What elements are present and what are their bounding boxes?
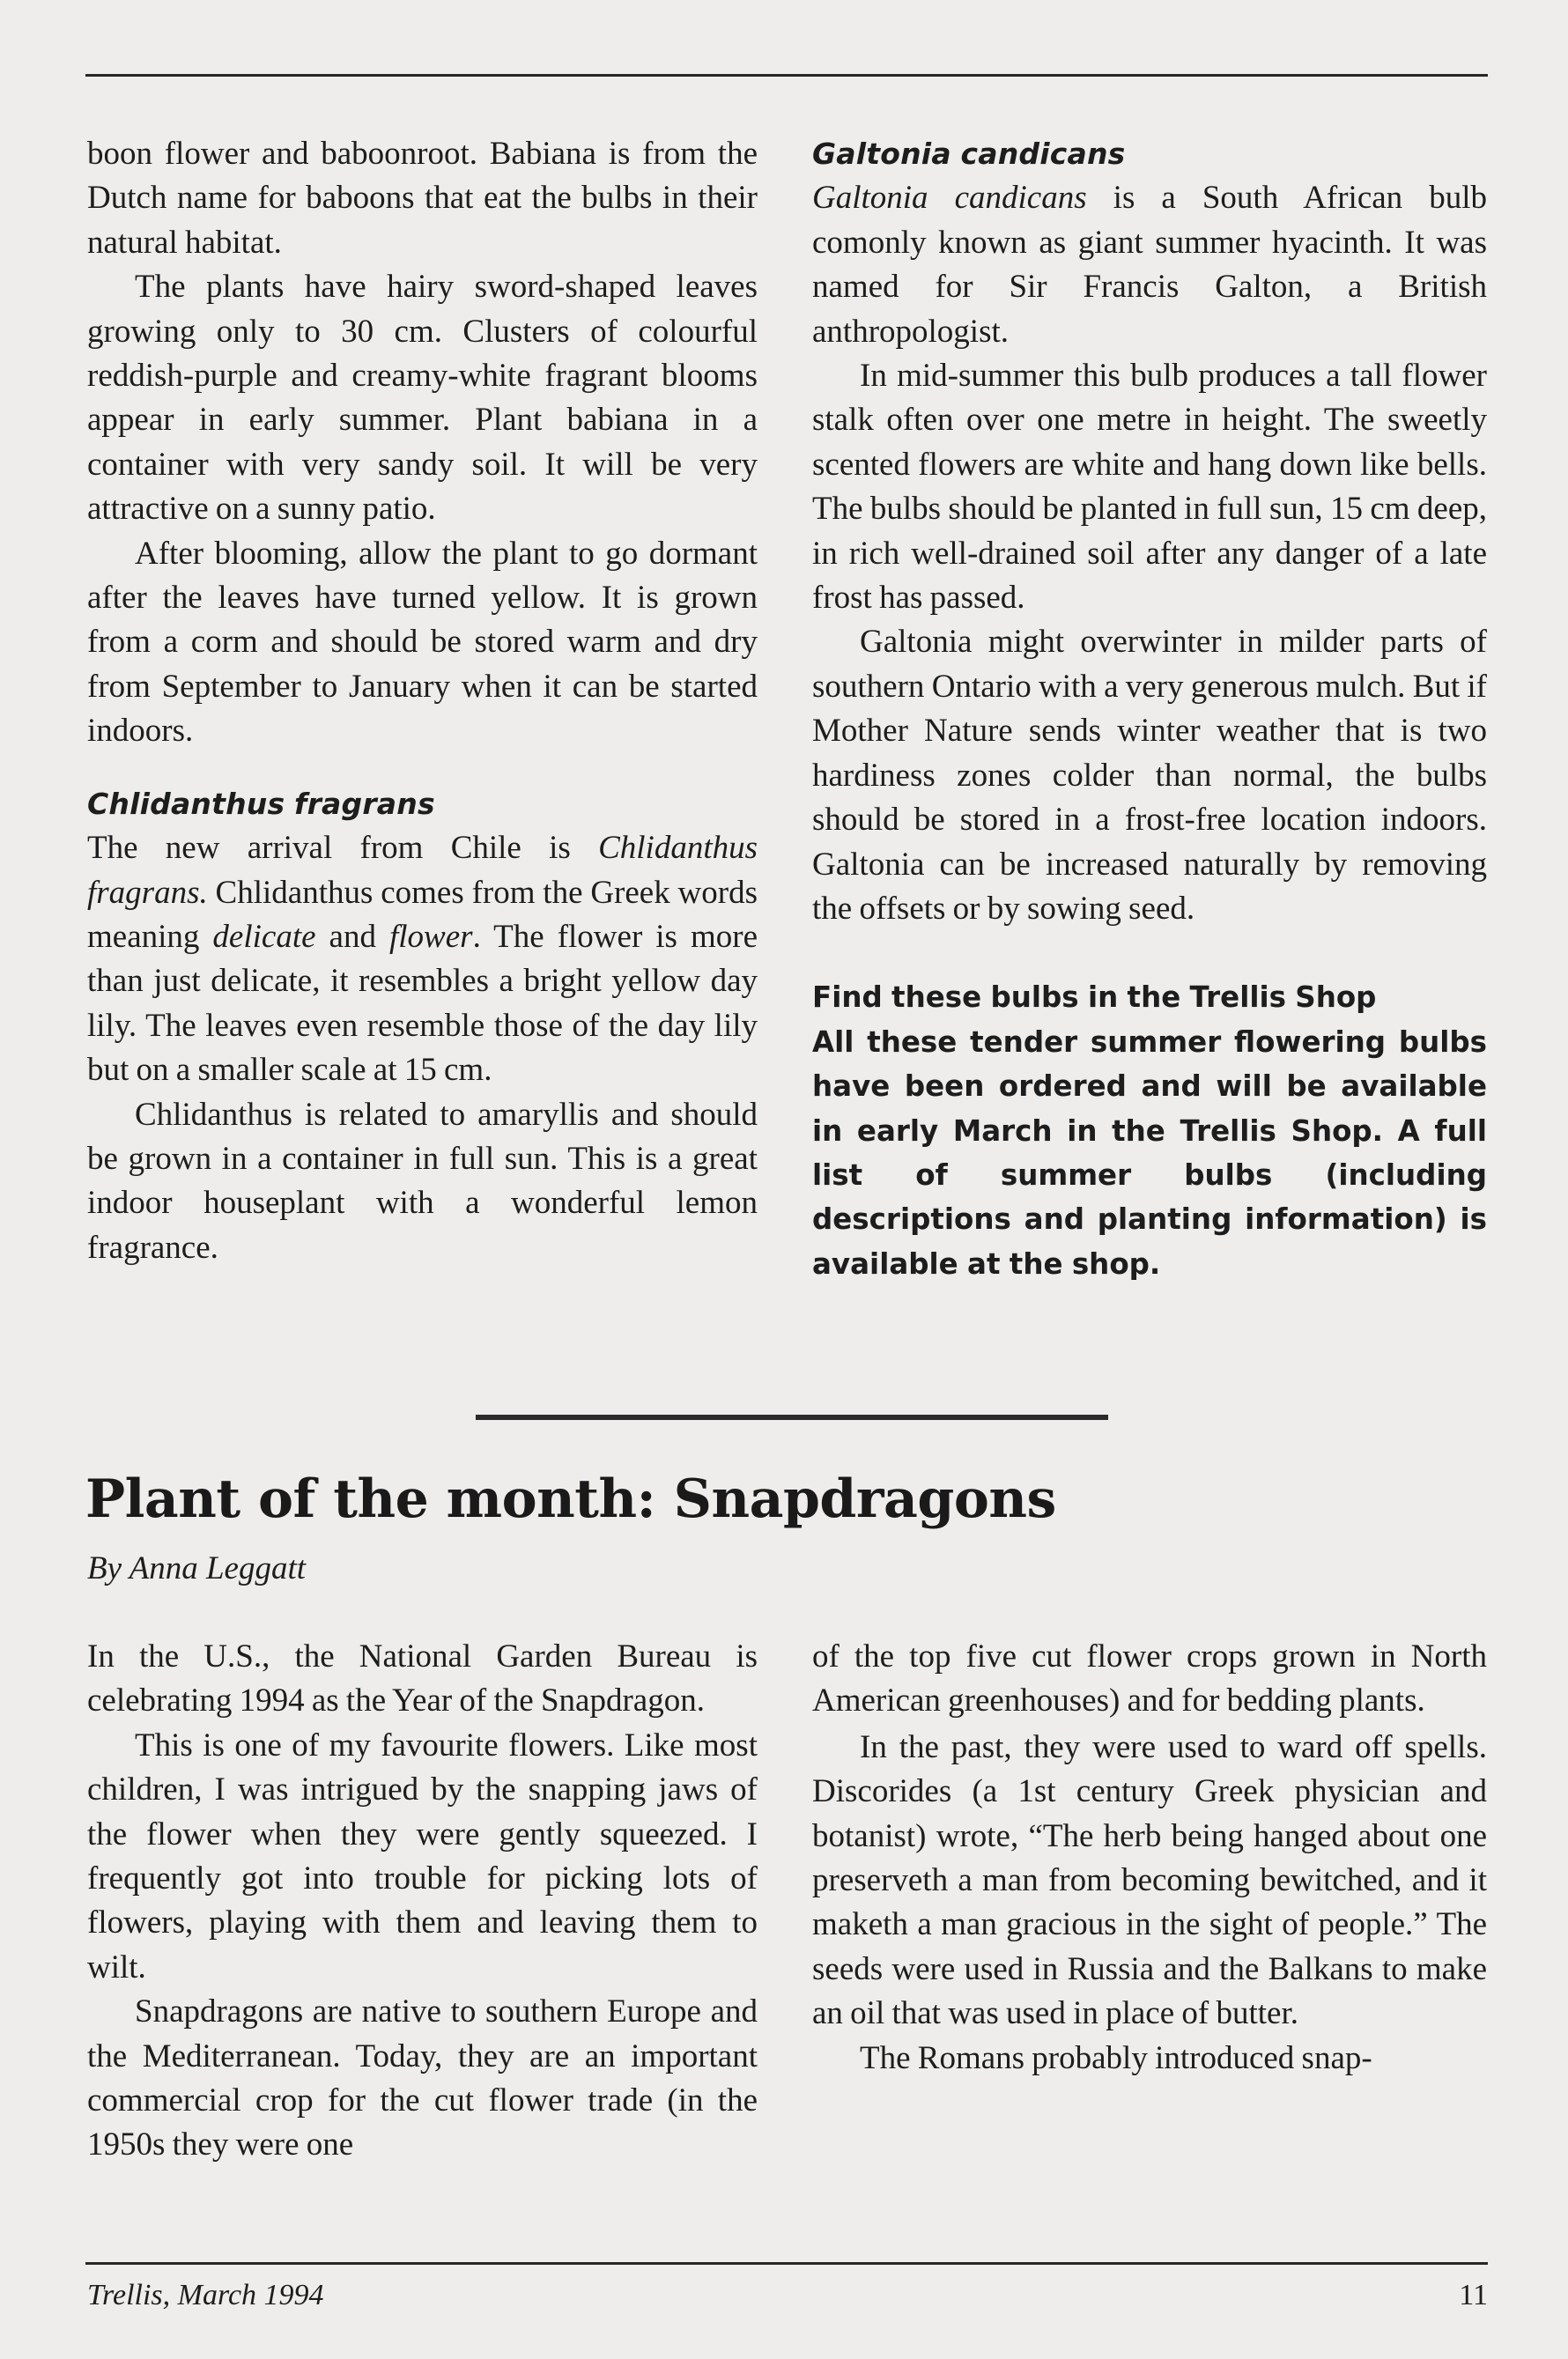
column-2 <box>812 132 1487 1286</box>
snapdragon-paragraph-5: In the past, they were used to ward off spells. Discorides (a 1st century Greek physician and botanist) wrote, “The herb being hanged about one preserveth a man from becoming bewitched, and it maketh a man gracious in the sight of people.” The seeds were used in Russia and the Balkans to make an oil that was used in place of butter. <box>812 1728 1487 2032</box>
galtonia-heading: Galtonia candicans <box>812 137 1126 171</box>
shop-text: All these tender summer flowering bulbs have been ordered and will be available in early March in the Trellis Shop. A full list of summer bulbs (including descriptions and planting information) is available at the shop. <box>812 1024 1487 1281</box>
chlidanthus-paragraph-2: Chlidanthus is related to amaryllis and should be grown in a container in full sun. This is a great indoor houseplant with a wonderful lemon fragrance. <box>87 1096 758 1266</box>
babiana-paragraph-2: The plants have hairy sword-shaped leaves growing only to 30 cm. Clusters of colourful reddish-purple and creamy-white fragrant blooms appear in early summer. Plant babiana in a container with very sandy soil. It will be very attractive on a sunny patio. <box>87 269 758 528</box>
snapdragon-paragraph-3: Snapdragons are native to southern Europe and the Mediterranean. Today, they are an important commercial crop for the cut flower trade (in the 1950s they were one <box>87 1993 758 2163</box>
galtonia-paragraph-3: Galtonia might overwinter in milder parts of southern Ontario with a very generous mulch. But if Mother Nature sends winter weather that is two hardiness zones colder than normal, the bulbs should be stored in a frost-free location indoors. Galtonia can be increased naturally by removing the offsets or by sowing seed. <box>812 624 1487 927</box>
footer-publication: Trellis, March 1994 <box>87 2279 324 2311</box>
column-3 <box>87 1635 758 2168</box>
top-rule <box>85 74 1488 77</box>
article-title: Plant of the month: Snapdragons <box>85 1468 1056 1530</box>
snapdragon-paragraph-4: of the top five cut flower crops grown in North American greenhouses) and for bedding plants. <box>812 1638 1487 1719</box>
bottom-rule <box>85 2262 1488 2265</box>
chlidanthus-heading: Chlidanthus fragrans <box>87 786 435 821</box>
chlidanthus-paragraph-1: The new arrival from Chile is Chlidanthus fragrans. Chlidanthus comes from the Greek words meaning delicate and flower. The flower is more than just delicate, it resembles a bright yellow day lily. The leaves even resemble those of the day lily but on a smaller scale at 15 cm. <box>87 830 758 1089</box>
babiana-paragraph-3: After blooming, allow the plant to go dormant after the leaves have turned yellow. It is grown from a corm and should be stored warm and dry from September to January when it can be started indoors. <box>87 535 758 750</box>
galtonia-paragraph-1: Galtonia candicans is a South African bulb comonly known as giant summer hyacinth. It was named for Sir Francis Galton, a British anthropologist. <box>812 180 1487 350</box>
page-number: 11 <box>1459 2279 1488 2311</box>
snapdragon-paragraph-1: In the U.S., the National Garden Bureau is celebrating 1994 as the Year of the Snapdragon. <box>87 1638 758 1719</box>
galtonia-paragraph-2: In mid-summer this bulb produces a tall flower stalk often over one metre in height. The sweetly scented flowers are white and hang down like bells. The bulbs should be planted in full sun, 15 cm deep, in rich well-drained soil after any danger of a late frost has passed. <box>812 358 1487 617</box>
column-1 <box>87 132 758 1270</box>
snapdragon-paragraph-6: The Romans probably introduced snap- <box>860 2039 1372 2076</box>
column-4 <box>812 1635 1487 2081</box>
snapdragon-paragraph-2: This is one of my favourite flowers. Like most children, I was intrigued by the snapping jaws of the flower when they were gently squeezed. I frequently got into trouble for picking lots of flowers, playing with them and leaving them to wilt. <box>87 1727 758 1986</box>
byline: By Anna Leggatt <box>87 1550 307 1586</box>
section-divider <box>476 1415 1108 1420</box>
shop-heading: Find these bulbs in the Trellis Shop <box>812 980 1377 1015</box>
babiana-paragraph-1: boon flower and baboonroot. Babiana is from the Dutch name for baboons that eat the bulbs in their natural habitat. <box>87 136 758 261</box>
